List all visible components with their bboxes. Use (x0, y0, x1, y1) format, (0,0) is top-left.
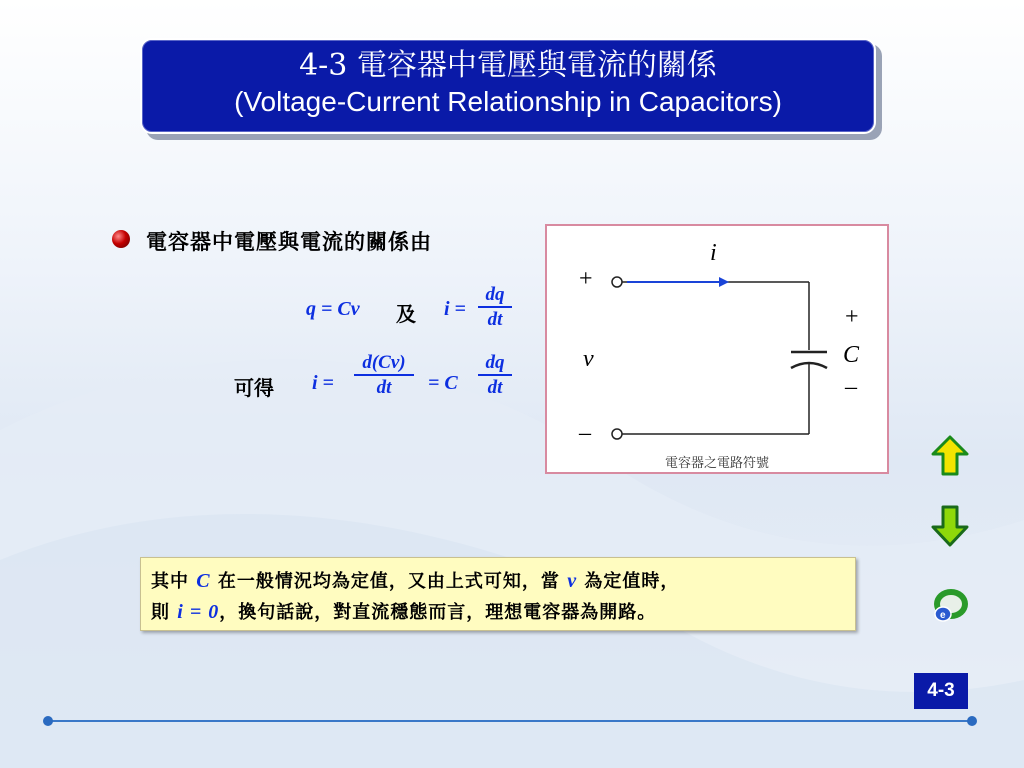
title-banner (140, 38, 876, 134)
up-arrow-icon (930, 434, 970, 478)
plus-left: + (579, 266, 593, 292)
nav-return-button[interactable] (930, 582, 970, 626)
note-symbol-v: v (567, 570, 578, 592)
eq1-fraction (478, 284, 512, 332)
terminal-top (612, 277, 622, 287)
note-symbol-c: C (196, 570, 211, 592)
eq1-i-lhs: i = (444, 298, 466, 320)
footer-dot-left (43, 716, 53, 726)
note-text-1d: 為定值時， (584, 571, 680, 592)
note-text-2b: ，換句話說，對直流穩態而言，理想電容器為開路。 (219, 602, 657, 623)
eq2-numerator-2: dq (478, 352, 512, 376)
note-line-1 (151, 567, 679, 593)
nav-down-button[interactable] (930, 504, 970, 548)
eq1-charge: q = Cv (306, 298, 360, 320)
current-label: i (710, 240, 717, 266)
note-text-1a: 其中 (151, 571, 189, 592)
eq2-fraction-2 (478, 352, 512, 400)
voltage-label: v (583, 346, 594, 372)
note-text-2a: 則 (151, 602, 170, 623)
current-arrow-head (719, 277, 729, 287)
eq2-denominator-2: dt (487, 377, 503, 398)
title-chinese: 4-3 電容器中電壓與電流的關係 (299, 48, 717, 83)
title-english: (Voltage-Current Relationship in Capacitors) (234, 86, 782, 117)
terminal-bottom (612, 429, 622, 439)
eq1-denominator: dt (487, 309, 503, 330)
eq1-numerator: dq (478, 284, 512, 308)
down-arrow-icon (930, 504, 970, 548)
plus-right: + (845, 304, 859, 330)
eq2-numerator-1: d(Cv) (354, 352, 414, 376)
bullet-icon (112, 230, 130, 248)
eq2-i-lhs: i = (312, 372, 334, 394)
note-line-2 (151, 598, 656, 624)
eq2-prefix: 可得 (234, 376, 274, 400)
eq2-fraction-1 (354, 352, 414, 400)
eq1-conjunction: 及 (396, 302, 416, 326)
note-box (140, 557, 856, 631)
circuit-caption: 電容器之電路符號 (664, 456, 769, 471)
minus-left: – (579, 420, 591, 446)
circuit-diagram (545, 224, 889, 474)
note-equation-i: i = 0 (177, 601, 220, 623)
minus-right: – (845, 374, 857, 400)
bullet-text: 電容器中電壓與電流的關係由 (146, 229, 432, 254)
page-number: 4-3 (914, 673, 968, 709)
capacitor-symbol-icon (547, 226, 887, 472)
capacitance-label: C (843, 342, 860, 368)
note-text-1b: 在一般情況均為定值，又由上式可知，當 (217, 571, 560, 592)
footer-line (48, 720, 976, 722)
eq2-equals-c: = C (428, 372, 458, 394)
nav-up-button[interactable] (930, 434, 970, 478)
return-icon (930, 582, 970, 626)
footer-dot-right (967, 716, 977, 726)
svg-text:e: e (940, 610, 946, 621)
eq2-denominator-1: dt (376, 377, 392, 398)
